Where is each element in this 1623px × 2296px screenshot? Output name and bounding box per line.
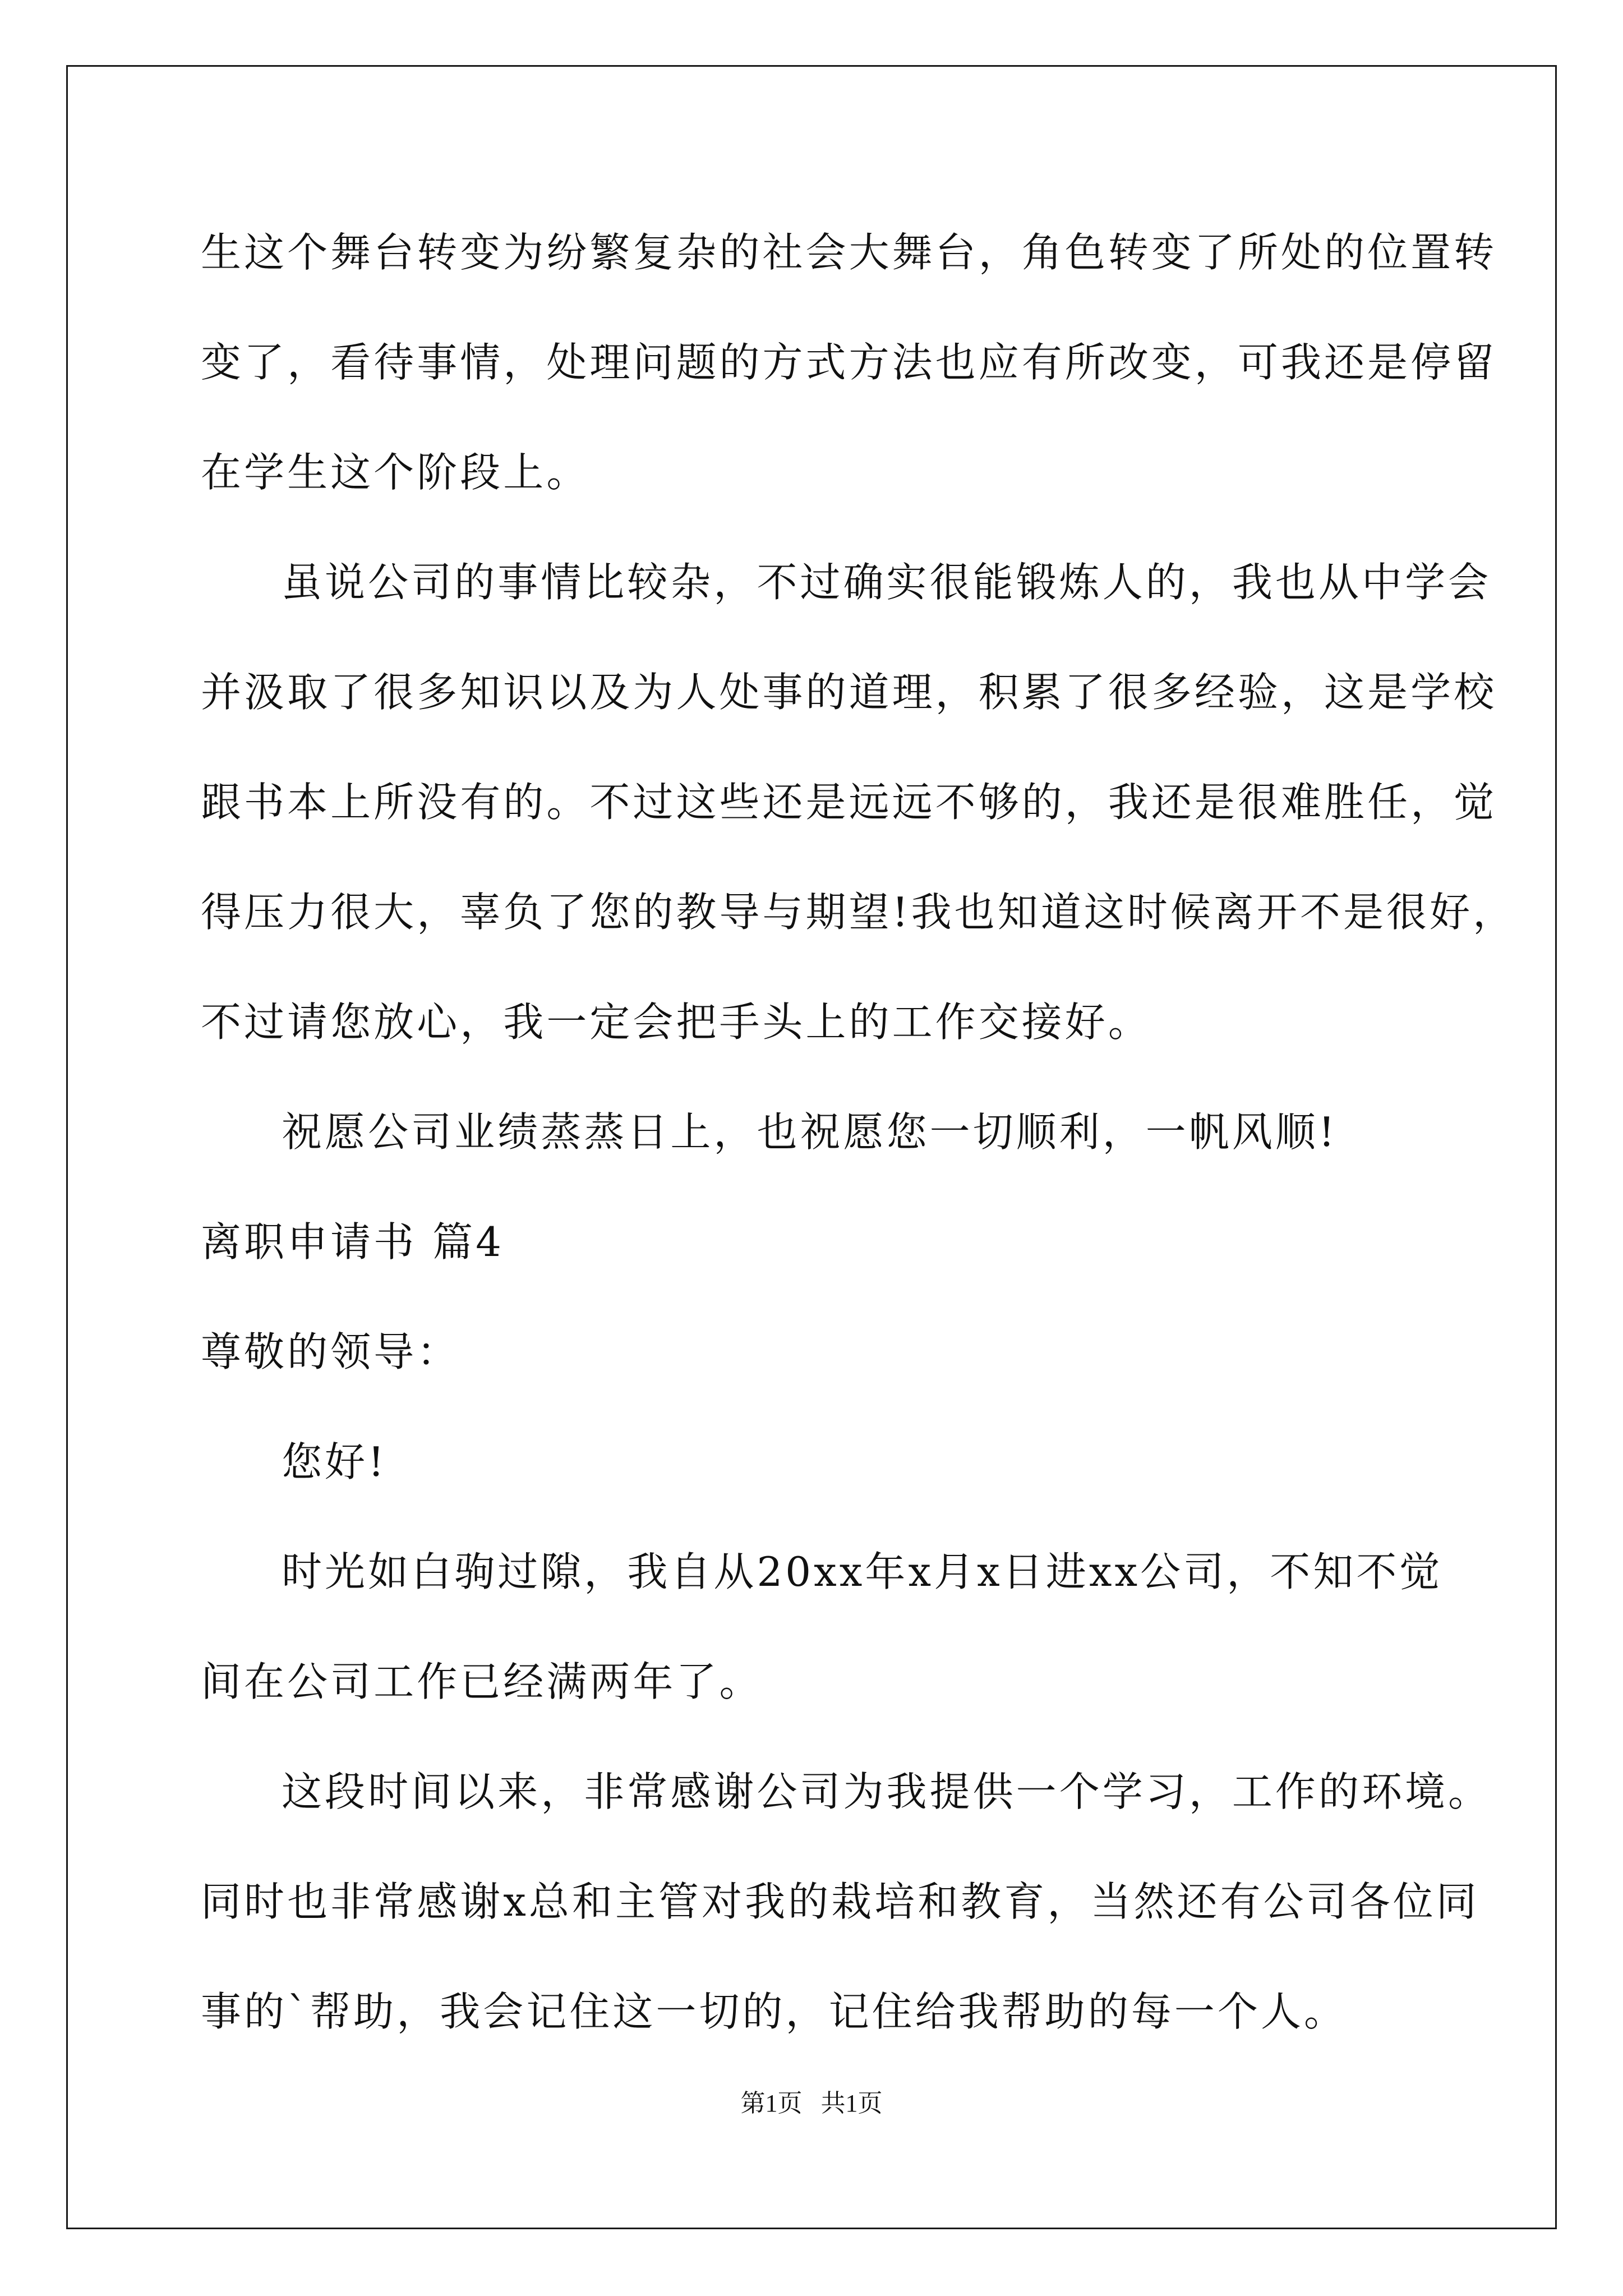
body-text-line: 事的`帮助，我会记住这一切的，记住给我帮助的每一个人。 [201,1988,1348,2035]
page-number-footer: 第1页 共1页 [740,2090,883,2117]
body-text-line: 变了，看待事情，处理问题的方式方法也应有所改变，可我还是停留 [201,339,1497,386]
body-text-line: 在学生这个阶段上。 [201,449,590,496]
body-text-line: 祝愿公司业绩蒸蒸日上，也祝愿您一切顺利，一帆风顺! [282,1108,1338,1156]
body-text-line: 得压力很大，辜负了您的教导与期望!我也知道这时候离开不是很好， [201,889,1516,936]
salutation: 尊敬的领导： [201,1328,460,1375]
section-heading: 离职申请书 篇4 [201,1218,505,1266]
body-text-line: 不过请您放心，我一定会把手头上的工作交接好。 [201,999,1151,1046]
greeting: 您好! [282,1438,388,1485]
body-text-line: 跟书本上所没有的。不过这些还是远远不够的，我还是很难胜任，觉 [201,779,1497,826]
body-text-line: 生这个舞台转变为纷繁复杂的社会大舞台，角色转变了所处的位置转 [201,229,1497,276]
body-text-line: 这段时间以来，非常感谢公司为我提供一个学习，工作的环境。 [282,1768,1492,1815]
body-text-line: 并汲取了很多知识以及为人处事的道理，积累了很多经验，这是学校 [201,669,1497,716]
body-text-line: 间在公司工作已经满两年了。 [201,1658,763,1705]
body-text-line: 虽说公司的事情比较杂，不过确实很能锻炼人的，我也从中学会 [282,559,1492,606]
body-text-line: 时光如白驹过隙，我自从20xx年x月x日进xx公司，不知不觉 [282,1548,1443,1595]
body-text-line: 同时也非常感谢x总和主管对我的栽培和教育，当然还有公司各位同 [201,1878,1479,1925]
